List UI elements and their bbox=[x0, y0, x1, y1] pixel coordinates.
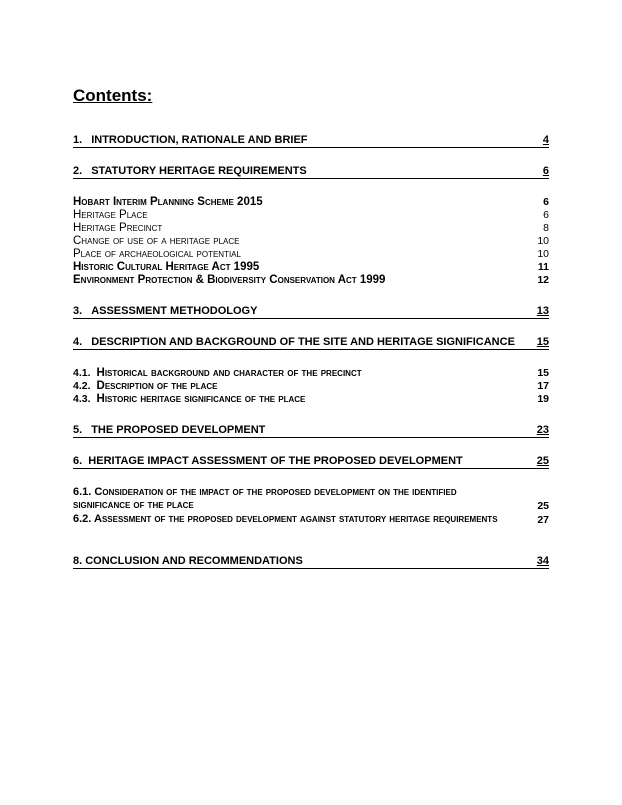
toc-text: 8. CONCLUSION AND RECOMMENDATIONS bbox=[73, 555, 303, 567]
toc-text: Heritage Place bbox=[73, 209, 148, 221]
toc-entry-8[interactable] bbox=[73, 555, 549, 569]
toc-page: 25 bbox=[537, 500, 549, 512]
toc-number: 5. bbox=[73, 424, 83, 436]
toc-text: 6.2. Assessment of the proposed development against statutory heritage requirements bbox=[73, 513, 498, 525]
toc-entry-2[interactable] bbox=[73, 165, 549, 179]
toc-page: 4 bbox=[542, 134, 549, 146]
toc-text: Hobart Interim Planning Scheme 2015 bbox=[73, 196, 263, 208]
toc-page: 8 bbox=[543, 222, 549, 234]
toc-page: 23 bbox=[536, 424, 549, 436]
toc-page: 25 bbox=[536, 455, 549, 467]
toc-text: Historical background and character of the precinct bbox=[96, 367, 362, 379]
toc-text: Historic Cultural Heritage Act 1995 bbox=[73, 261, 260, 273]
page-title: Contents: bbox=[73, 86, 153, 105]
toc-number: 3. bbox=[73, 305, 83, 317]
toc-subentry-6-1[interactable] bbox=[73, 486, 549, 512]
toc-text: Place of archaeological potential bbox=[73, 248, 241, 260]
toc-number: 1. bbox=[73, 134, 83, 146]
toc-page: 27 bbox=[537, 514, 549, 526]
toc-page: 15 bbox=[537, 367, 549, 379]
toc-subentry-4-2[interactable] bbox=[73, 380, 549, 392]
toc-text: Historic heritage significance of the place bbox=[96, 393, 306, 405]
toc-entry-5[interactable] bbox=[73, 424, 549, 438]
toc-subentry[interactable] bbox=[73, 222, 549, 234]
toc-page: 13 bbox=[536, 305, 549, 317]
toc-text: Change of use of a heritage place bbox=[73, 235, 240, 247]
toc-entry-6[interactable] bbox=[73, 455, 549, 469]
toc-subentry[interactable] bbox=[73, 196, 549, 208]
toc-page: 6 bbox=[542, 165, 549, 177]
toc-page: 6 bbox=[543, 209, 549, 221]
toc-page: 15 bbox=[536, 336, 549, 348]
toc-text: ASSESSMENT METHODOLOGY bbox=[91, 305, 258, 317]
toc-subentry-6-2[interactable] bbox=[73, 513, 549, 526]
toc-entry-1[interactable] bbox=[73, 134, 549, 148]
toc-page: 17 bbox=[537, 380, 549, 392]
toc-number: 4.3. bbox=[73, 393, 91, 405]
toc-entry-3[interactable] bbox=[73, 305, 549, 319]
toc-page: 34 bbox=[536, 555, 549, 567]
toc-text: INTRODUCTION, RATIONALE AND BRIEF bbox=[91, 134, 308, 146]
toc-subentry-4-3[interactable] bbox=[73, 393, 549, 405]
toc-subentry-4-1[interactable] bbox=[73, 367, 549, 379]
toc-text: Description of the place bbox=[96, 380, 218, 392]
toc-subentry[interactable] bbox=[73, 209, 549, 221]
toc-text: Heritage Precinct bbox=[73, 222, 163, 234]
toc-text: DESCRIPTION AND BACKGROUND OF THE SITE AND HERITAGE SIGNIFICANCE bbox=[91, 336, 515, 348]
toc-page: 10 bbox=[537, 248, 549, 260]
toc-page: 12 bbox=[537, 274, 549, 286]
toc-text: STATUTORY HERITAGE REQUIREMENTS bbox=[91, 165, 307, 177]
toc-subentry[interactable] bbox=[73, 274, 549, 286]
toc-subentry[interactable] bbox=[73, 235, 549, 247]
toc-text: Environment Protection & Biodiversity Conservation Act 1999 bbox=[73, 274, 386, 286]
toc-subentry[interactable] bbox=[73, 248, 549, 260]
toc-page: 10 bbox=[537, 235, 549, 247]
toc-number: 4.1. bbox=[73, 367, 91, 379]
toc-text: 6.1. Consideration of the impact of the proposed development on the identified significance of the place bbox=[73, 486, 457, 511]
toc-page: 19 bbox=[537, 393, 549, 405]
toc-number: 2. bbox=[73, 165, 83, 177]
toc-subentry[interactable] bbox=[73, 261, 549, 273]
toc-page: 11 bbox=[537, 261, 549, 273]
toc-number: 4. bbox=[73, 336, 83, 348]
toc-entry-4[interactable] bbox=[73, 336, 549, 350]
toc-text: 6. HERITAGE IMPACT ASSESSMENT OF THE PROPOSED DEVELOPMENT bbox=[73, 455, 463, 467]
toc-page: 6 bbox=[543, 196, 549, 208]
toc-number: 4.2. bbox=[73, 380, 91, 392]
toc-text: THE PROPOSED DEVELOPMENT bbox=[91, 424, 266, 436]
